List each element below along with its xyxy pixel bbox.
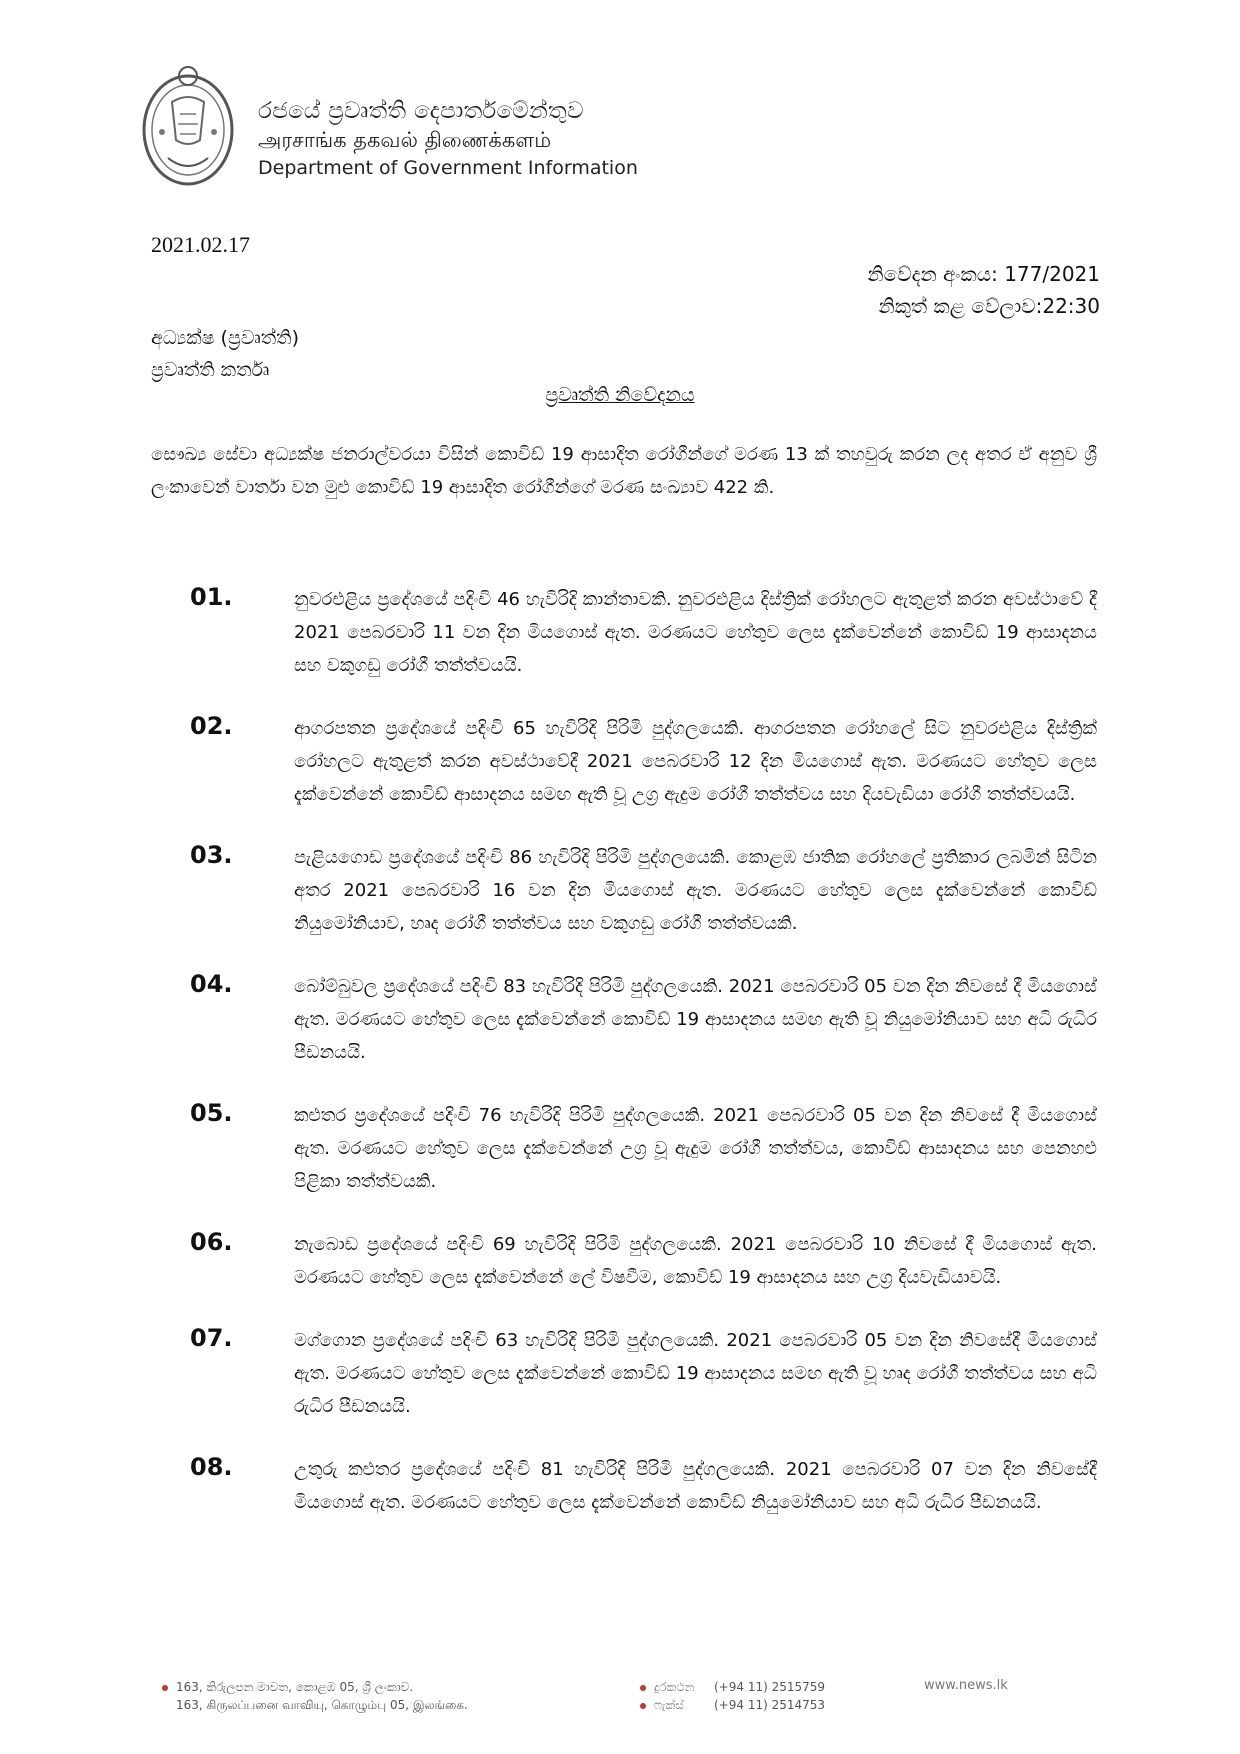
letterhead <box>258 96 678 182</box>
case-list <box>190 583 1097 1549</box>
phone-label: දුරකථන <box>654 1680 695 1694</box>
fax-number: (+94 11) 2514753 <box>714 1698 826 1712</box>
case-text: පැළියගොඩ ප්‍රදේශයේ පදිංචි 86 හැවිරිදි පිරිමි පුද්ගලයෙකි. කොළඹ ජාතික රෝහලේ ප්‍රතිකාර ලබමින් සිටින අතර 2021 පෙබරවාරි 16 වන දින මියගොස් ඇත. මරණයට හේතුව ලෙස දැක්වෙන්නේ කොවිඩ් නියුමෝනියාව, හෘද රෝගී තත්ත්වය සහ වකුගඩු රෝගී තත්ත්වයකි. <box>294 847 1097 934</box>
fax-label: ෆැක්ස් <box>654 1698 684 1712</box>
release-number-row <box>867 258 1100 290</box>
bullet-icon <box>640 1703 646 1709</box>
case-number: 08. <box>190 1453 233 1481</box>
address-tamil: 163, கிருலப்பனை வாவியு, கொழும்பு 05, இலங்கை. <box>176 1698 468 1712</box>
case-text: නුවරඑළිය ප්‍රදේශයේ පදිංචි 46 හැවිරිදි කාන්තාවකි. නුවරඑළිය දිස්ත්‍රික් රෝහලට ඇතුළත් කරන අවස්ථාවේ දී 2021 පෙබරවාරි 11 වන දින මියගොස් ඇත. මරණයට හේතුව ලෙස දැක්වෙන්නේ කොවිඩ් 19 ආසාදනය සහ වකුගඩු රෝගී තත්ත්වයයි. <box>294 589 1097 676</box>
case-text: මග්ගොන ප්‍රදේශයේ පදිංචි 63 හැවිරිදි පිරිමි පුද්ගලයෙකි. 2021 පෙබරවාරි 05 වන දින නිවසේදී මියගොස් ඇත. මරණයට හේතුව ලෙස දැක්වෙන්නේ කොවිඩ් 19 ආසාදනය සමඟ ඇති වූ හෘද රෝගී තත්ත්වය සහ අධි රුධිර පීඩනයයි. <box>294 1330 1097 1417</box>
case-number: 07. <box>190 1324 233 1352</box>
case-text: ආගරපතන ප්‍රදේශයේ පදිංචි 65 හැවිරිදි පිරිමි පුද්ගලයෙකි. ආගරපතන රෝහලේ සිට නුවරඑළිය දිස්ත්‍රික් රෝහලට ඇතුළත් කරන අවස්ථාවේදී 2021 පෙබරවාරි 12 දින මියගොස් ඇත. මරණයට හේතුව ලෙස දැක්වෙන්නේ කොවිඩ් ආසාදනය සමඟ ඇති වූ උග්‍ර ඇදුම රෝගී තත්ත්වය සහ දියවැඩියා රෝගී තත්ත්වයයි. <box>294 718 1097 805</box>
footer-contact <box>640 1678 825 1714</box>
case-number: 01. <box>190 583 233 611</box>
reference-block <box>867 258 1100 322</box>
case-text: කළුතර ප්‍රදේශයේ පදිංචි 76 හැවිරිදි පිරිමි පුද්ගලයෙකි. 2021 පෙබරවාරි 05 වන දින නිවසේ දී මියගොස් ඇත. මරණයට හේතුව ලෙස දැක්වෙන්නේ උග්‍ර වූ ඇදුම රෝගී තත්ත්වය, කොවිඩ් ආසාදනය සහ පෙනහළු පිළිකා තත්ත්වයකි. <box>294 1105 1097 1192</box>
case-number: 03. <box>190 841 233 869</box>
case-item <box>190 970 1097 1069</box>
bullet-icon <box>162 1685 168 1691</box>
phone-number: (+94 11) 2515759 <box>714 1680 826 1694</box>
case-number: 02. <box>190 712 233 740</box>
release-date: 2021.02.17 <box>151 232 250 257</box>
case-item <box>190 841 1097 940</box>
footer-address <box>162 1678 468 1714</box>
case-number: 05. <box>190 1099 233 1127</box>
sender-line-1: අධ්‍යක්ෂ (ප්‍රවෘත්ති) <box>151 327 300 349</box>
release-number-label: නිවේදන අංකය: <box>867 262 998 286</box>
case-item <box>190 583 1097 682</box>
sri-lanka-emblem-icon <box>138 62 238 188</box>
spacer-icon <box>162 1703 168 1709</box>
case-text: උතුරු කළුතර ප්‍රදේශයේ පදිංචි 81 හැවිරිදි පිරිමි පුද්ගලයෙකි. 2021 පෙබරවාරි 07 වන දින නිවසේදී මියගොස් ඇත. මරණයට හේතුව ලෙස දැක්වෙන්නේ කොවිඩ් නියුමෝනියාව සහ අධි රුධිර පීඩනයයි. <box>294 1459 1097 1513</box>
case-item <box>190 712 1097 811</box>
org-name-sinhala: රජයේ ප්‍රවෘත්ති දෙපාර්තමේන්තුව <box>258 98 584 124</box>
sender-line-2: ප්‍රවෘත්ති කර්තෘ <box>151 359 270 381</box>
address-tamil-row <box>162 1696 468 1714</box>
org-name-english: Department of Government Information <box>258 157 638 179</box>
release-time-value: 22:30 <box>1042 294 1100 318</box>
release-number-value: 177/2021 <box>1004 262 1100 286</box>
release-time-row <box>867 290 1100 322</box>
fax-row <box>640 1696 825 1714</box>
case-item <box>190 1099 1097 1198</box>
case-text: නැබොඩ ප්‍රදේශයේ පදිංචි 69 හැවිරිදි පිරිමි පුද්ගලයෙකි. 2021 පෙබරවාරි 10 නිවසේ දී මියගොස් ඇත. මරණයට හේතුව ලෙස දැක්වෙන්නේ ලේ විෂවීම, කොවිඩ් 19 ආසාදනය සහ උග්‍ර දියවැඩියාවයි. <box>294 1234 1097 1288</box>
case-item <box>190 1453 1097 1519</box>
sender-block <box>151 322 299 386</box>
case-item <box>190 1324 1097 1423</box>
document-heading: ප්‍රවෘත්ති නිවේදනය <box>545 384 695 406</box>
case-number: 06. <box>190 1228 233 1256</box>
website-link[interactable]: www.news.lk <box>924 1678 1008 1693</box>
phone-row <box>640 1678 825 1696</box>
bullet-icon <box>640 1685 646 1691</box>
org-name-tamil: அரசாங்க தகவல் திணைக்களம் <box>258 128 552 152</box>
case-number: 04. <box>190 970 233 998</box>
address-sinhala: 163, කිරුලපන මාවත, කොළඹ 05, ශ්‍රී ලංකාව. <box>176 1680 414 1694</box>
case-text: බෝම්බුවල ප්‍රදේශයේ පදිංචි 83 හැවිරිදි පිරිමි පුද්ගලයෙකි. 2021 පෙබරවාරි 05 වන දින නිවසේ දී මියගොස් ඇත. මරණයට හේතුව ලෙස දැක්වෙන්නේ කොවිඩ් 19 ආසාදනය සමඟ ඇති වූ නියුමෝනියාව සහ අධි රුධිර පීඩනයයි. <box>294 976 1097 1063</box>
page-footer <box>0 1664 1240 1754</box>
intro-paragraph: සෞඛ්‍ය සේවා අධ්‍යක්ෂ ජනරාල්වරයා විසින් කොවිඩ් 19 ආසාදිත රෝගීන්ගේ මරණ 13 ක් තහවුරු කරන ලද අතර ඒ අනුව ශ්‍රී ලංකාවෙන් වාර්තා වන මුළු කොවිඩ් 19 ආසාදිත රෝගීන්ගේ මරණ සංඛ්‍යාව 422 කි. <box>151 444 1097 498</box>
address-sinhala-row <box>162 1678 468 1696</box>
case-item <box>190 1228 1097 1294</box>
release-time-label: නිකුත් කළ වේලාව: <box>878 294 1043 318</box>
